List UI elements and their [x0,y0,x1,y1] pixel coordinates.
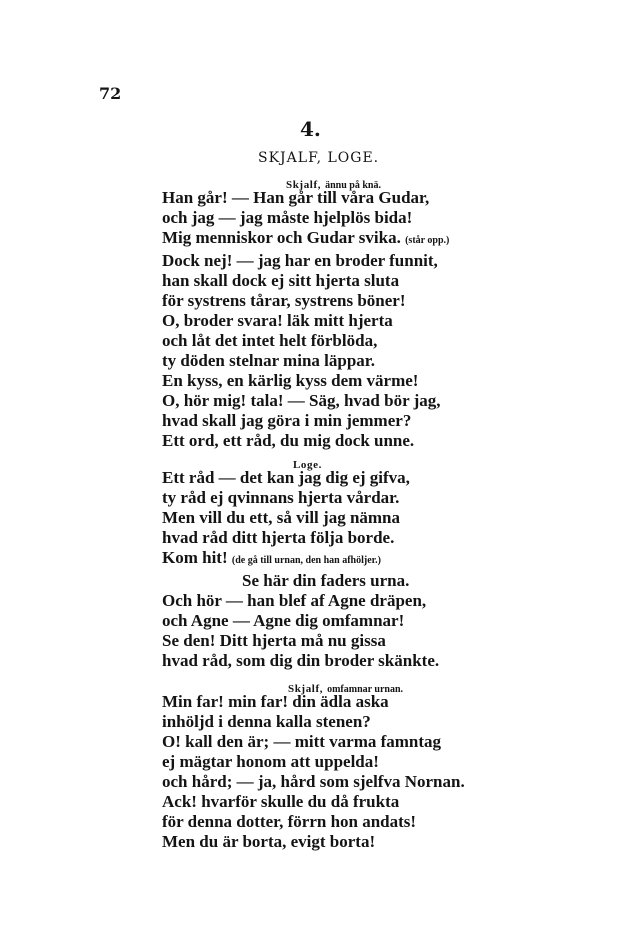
section-number: 4. [300,117,321,141]
verse-line: och Agne — Agne dig omfamnar! [162,611,405,630]
verse-line: han skall dock ej sitt hjerta sluta [162,271,400,290]
verse-line: Ett råd — det kan jag dig ej gifva, [162,468,410,487]
verse-line: och jag — jag måste hjelplös bida! [162,208,413,227]
verse-line-text: Kom hit! [162,548,228,567]
verse-line: ej mägtar honom att uppelda! [162,752,379,771]
stage-direction: ännu på knä. [325,180,381,191]
scene-title: SKJALF, LOGE. [258,150,380,166]
verse-line: hvad råd ditt hjerta följa borde. [162,528,395,547]
verse-line: och hård; — ja, hård som sjelfva Nornan. [162,772,465,791]
verse-line: O! kall den är; — mitt varma famntag [162,732,442,751]
verse-line: Ack! hvarför skulle du då frukta [162,792,400,811]
verse-line: och låt det intet helt förblöda, [162,331,378,350]
page-number: 72 [99,84,122,103]
verse-line: Se den! Ditt hjerta må nu gissa [162,631,386,650]
speaker-name: Loge. [293,459,322,471]
verse-line: inhöljd i denna kalla stenen? [162,712,371,731]
speaker-name: Skjalf, [286,179,322,191]
verse-block-2 [162,468,439,671]
verse-line-text: Mig menniskor och Gudar svika. [162,228,401,247]
verse-line: ty råd ej qvinnans hjerta vårdar. [162,488,400,507]
verse-block-1 [162,188,449,451]
verse-line: för denna dotter, förrn hon andats! [162,812,417,831]
verse-line: Se här din faders urna. [242,571,410,590]
verse-line [162,548,439,571]
verse-line: Ett ord, ett råd, du mig dock unne. [162,431,415,450]
verse-line: Men du är borta, evigt borta! [162,832,376,851]
verse-line: O, broder svara! läk mitt hjerta [162,311,393,330]
verse-line: Men vill du ett, så vill jag nämna [162,508,401,527]
verse-line: O, hör mig! tala! — Säg, hvad bör jag, [162,391,441,410]
verse-line: En kyss, en kärlig kyss dem värme! [162,371,419,390]
verse-line: för systrens tårar, systrens böner! [162,291,406,310]
stage-direction: (de gå till urnan, den han afhöljer.) [231,555,381,566]
stage-direction: (står opp.) [405,235,450,246]
verse-line: hvad skall jag göra i min jemmer? [162,411,412,430]
verse-line: hvad råd, som dig din broder skänkte. [162,651,440,670]
verse-line: Dock nej! — jag har en broder funnit, [162,251,438,270]
verse-line: Och hör — han blef af Agne dräpen, [162,591,427,610]
verse-block-3 [162,692,465,852]
verse-line [162,228,449,251]
verse-line: Min far! min far! din ädla aska [162,692,389,711]
verse-line: Han går! — Han går till våra Gudar, [162,188,430,207]
speaker-name: Skjalf, [288,683,324,695]
stage-direction: omfamnar urnan. [327,684,404,695]
verse-line: ty döden stelnar mina läppar. [162,351,376,370]
